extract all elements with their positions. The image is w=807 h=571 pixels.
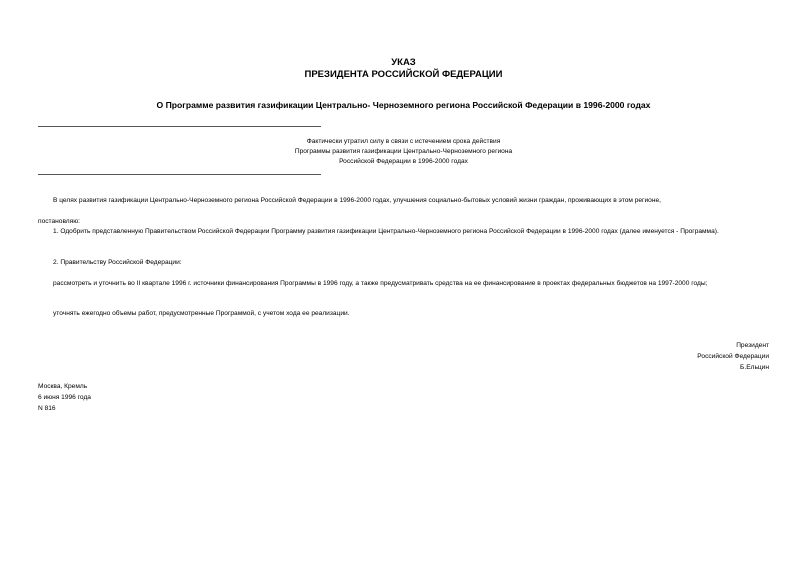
issue-date: 6 июня 1996 года <box>38 394 91 401</box>
item-2b-paragraph: уточнять ежегодно объемы работ, предусмотренные Программой, с учетом хода ее реализации. <box>53 310 350 317</box>
status-note-line-3: Российской Федерации в 1996-2000 годах <box>339 158 468 165</box>
signature-organization: Российской Федерации <box>697 353 769 360</box>
resolve-word: постановляю: <box>38 218 81 225</box>
note-bottom-divider <box>38 174 321 175</box>
note-top-divider <box>38 126 321 127</box>
document-number: N 816 <box>38 405 56 412</box>
item-2-paragraph: 2. Правительству Российской Федерации: <box>53 259 182 266</box>
document-subtitle: О Программе развития газификации Центрально- Черноземного региона Российской Федерации в 1996-2000 годах <box>156 100 651 110</box>
issuer-title: ПРЕЗИДЕНТА РОССИЙСКОЙ ФЕДЕРАЦИИ <box>304 69 503 80</box>
signature-name: Б.Ельцин <box>740 364 769 371</box>
status-note-line-1: Фактически утратил силу в связи с истечением срока действия <box>306 138 501 145</box>
item-1-paragraph: 1. Одобрить представленную Правительством Российской Федерации Программу развития газификации Центрально-Черноземного региона Российской Федерации в 1996-2000 годах (далее именуется - Программа). <box>53 228 719 235</box>
status-note-line-2: Программы развития газификации Центрально-Черноземного региона <box>294 148 513 155</box>
document-type-title: УКАЗ <box>391 57 416 68</box>
issue-place: Москва, Кремль <box>38 383 88 390</box>
signature-position: Президент <box>736 342 769 349</box>
item-2a-paragraph: рассмотреть и уточнить во II квартале 1996 г. источники финансирования Программы в 1996 году, а также предусматривать средства на ее финансирование в проектах федеральных бюджетов на 1997-2000 годы; <box>53 280 708 287</box>
preamble-paragraph: В целях развития газификации Центрально-Черноземного региона Российской Федерации в 1996-2000 годах, улучшения социально-бытовых условий жизни граждан, проживающих в этом регионе, <box>53 197 661 204</box>
